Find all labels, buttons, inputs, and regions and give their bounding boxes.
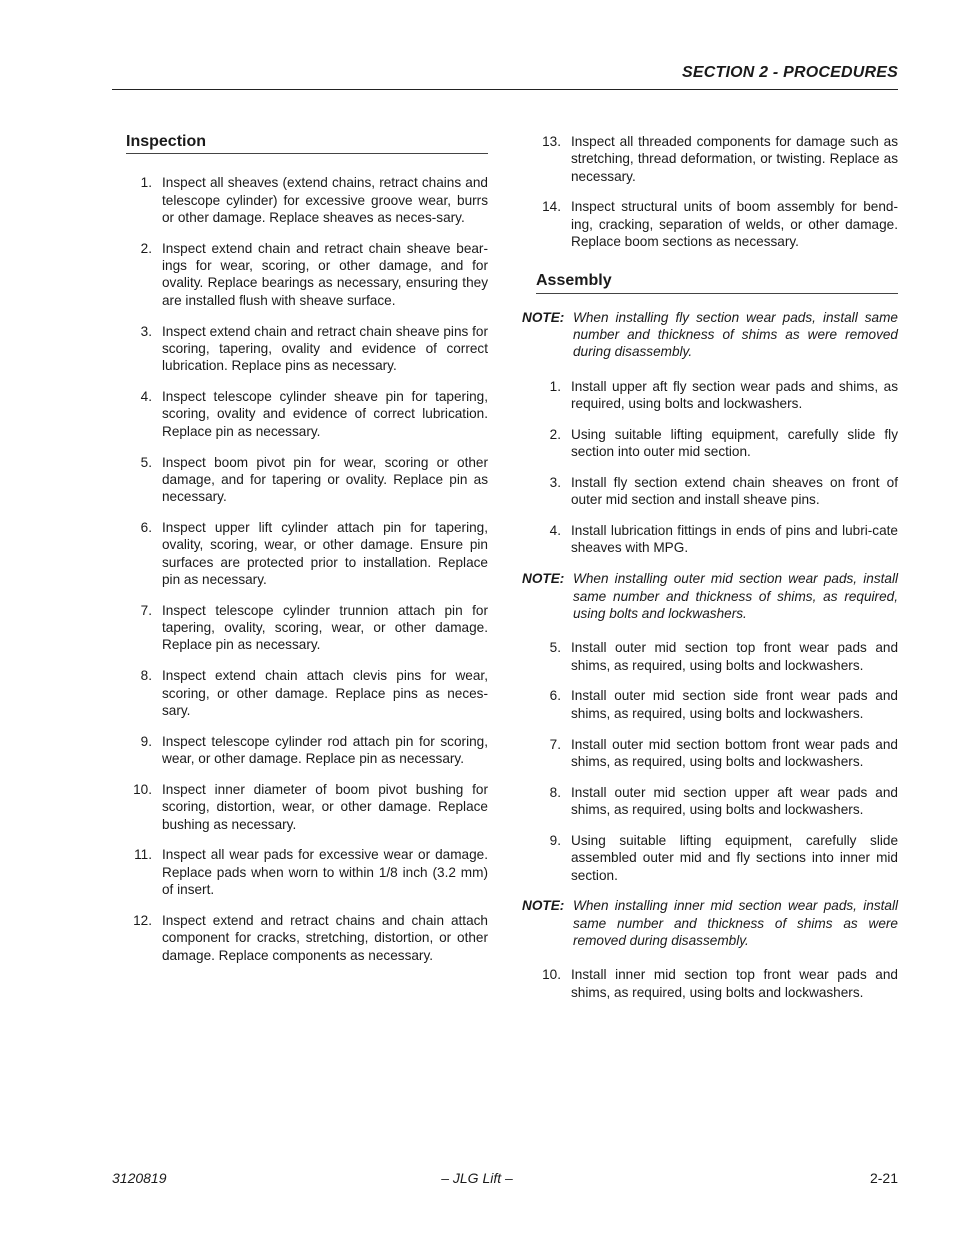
list-item: 10. Inspect inner diameter of boom pivot bushing for scoring, distortion, wear, or other damage. Replace bushing as necessary. bbox=[133, 781, 488, 832]
list-item: 1. Inspect all sheaves (extend chains, retract chains and telescope cylinder) for excessive groove wear, burrs or other damage. Replace sheaves as neces-sary. bbox=[140, 175, 488, 225]
assembly-heading: Assembly bbox=[536, 272, 898, 293]
list-item: 2. Inspect extend chain and retract chain sheave bear-ings for wear, scoring, or other damage, and for ovality. Replace bearings as necessary, ensuring they are installed flush with sheave surface. bbox=[140, 240, 488, 308]
note-inner-mid-wear-pads: NOTE: When installing inner mid section wear pads, install same number and thickness of shims as were removed during disassembly. bbox=[522, 898, 898, 949]
list-item: 11. Inspect all wear pads for excessive wear or damage. Replace pads when worn to within 1/8 inch (3.2 mm) of insert. bbox=[134, 847, 488, 898]
note-fly-wear-pads: NOTE: When installing fly section wear pads, install same number and thickness of shims as were removed during disassembly. bbox=[522, 309, 898, 360]
list-item: 9. Inspect telescope cylinder rod attach pin for scoring, wear, or other damage. Replace pin as necessary. bbox=[140, 733, 488, 767]
inspection-heading: Inspection bbox=[126, 133, 488, 154]
list-item: 2. Using suitable lifting equipment, carefully slide fly section into outer mid section. bbox=[549, 426, 898, 460]
list-item: 6. Inspect upper lift cylinder attach pin for tapering, ovality, scoring, wear, or other damage. Ensure pin surfaces are protected prior to installation. Replace pin as necessary. bbox=[140, 520, 488, 587]
list-item: 3. Inspect extend chain and retract chain sheave pins for scoring, tapering, ovality and evidence of correct lubrication. Replace pins as necessary. bbox=[140, 323, 488, 374]
list-item: 7. Inspect telescope cylinder trunnion attach pin for tapering, ovality, scoring, wear, or other damage. Replace pin as necessary. bbox=[140, 602, 488, 653]
list-item: 9. Using suitable lifting equipment, carefully slide assembled outer mid and fly sections into inner mid section. bbox=[549, 832, 898, 883]
header-rule bbox=[112, 89, 898, 90]
note-outer-mid-wear-pads: NOTE: When installing outer mid section wear pads, install same number and thickness of shims, as required, using bolts and lockwashers. bbox=[522, 571, 898, 621]
list-item: 4. Inspect telescope cylinder sheave pin for tapering, scoring, ovality and evidence of correct lubrication. Replace pin as necessary. bbox=[140, 389, 488, 439]
left-column bbox=[126, 133, 488, 977]
list-item: 6. Install outer mid section side front wear pads and shims, as required, using bolts and lockwashers. bbox=[549, 688, 898, 721]
list-item: 1. Install upper aft fly section wear pads and shims, as required, using bolts and lockwashers. bbox=[549, 378, 898, 411]
inspection-list-a bbox=[126, 174, 488, 964]
assembly-list-3 bbox=[522, 966, 898, 1001]
list-item: 14. Inspect structural units of boom assembly for bend-ing, cracking, separation of welds, or other damage. Replace boom sections as necessary. bbox=[542, 199, 898, 250]
section-title: SECTION 2 - PROCEDURES bbox=[682, 64, 898, 81]
list-item: 3. Install fly section extend chain sheaves on front of outer mid section and install sheave pins. bbox=[549, 474, 898, 508]
list-item: 12. Inspect extend and retract chains and chain attach component for cracks, stretching, distortion, or other damage. Replace components as necessary. bbox=[133, 912, 488, 963]
list-item: 13. Inspect all threaded components for damage such as stretching, thread deformation, or twisting. Replace as necessary. bbox=[542, 134, 898, 184]
list-item: 8. Install outer mid section upper aft wear pads and shims, as required, using bolts and lockwashers. bbox=[549, 784, 898, 818]
assembly-list-1 bbox=[522, 378, 898, 557]
list-item: 7. Install outer mid section bottom front wear pads and shims, as required, using bolts and lockwashers. bbox=[549, 736, 898, 769]
assembly-list-2 bbox=[522, 639, 898, 884]
list-item: 8. Inspect extend chain attach clevis pins for wear, scoring, or other damage. Replace pins as neces-sary. bbox=[140, 668, 488, 718]
list-item: 4. Install lubrication fittings in ends of pins and lubri-cate sheaves with MPG. bbox=[549, 523, 898, 556]
list-item: 5. Inspect boom pivot pin for wear, scoring or other damage, and for tapering or ovality. Replace pin as necessary. bbox=[140, 454, 488, 505]
inspection-list-b bbox=[522, 133, 898, 250]
list-item: 5. Install outer mid section top front wear pads and shims, as required, using bolts and lockwashers. bbox=[549, 640, 898, 673]
list-item: 10. Install inner mid section top front wear pads and shims, as required, using bolts and lockwashers. bbox=[542, 967, 898, 1000]
page-number: 2-21 bbox=[869, 1170, 898, 1186]
doc-number: 3120819 bbox=[112, 1170, 167, 1186]
footer-company: – JLG Lift – bbox=[441, 1170, 513, 1186]
right-column bbox=[522, 133, 898, 1015]
